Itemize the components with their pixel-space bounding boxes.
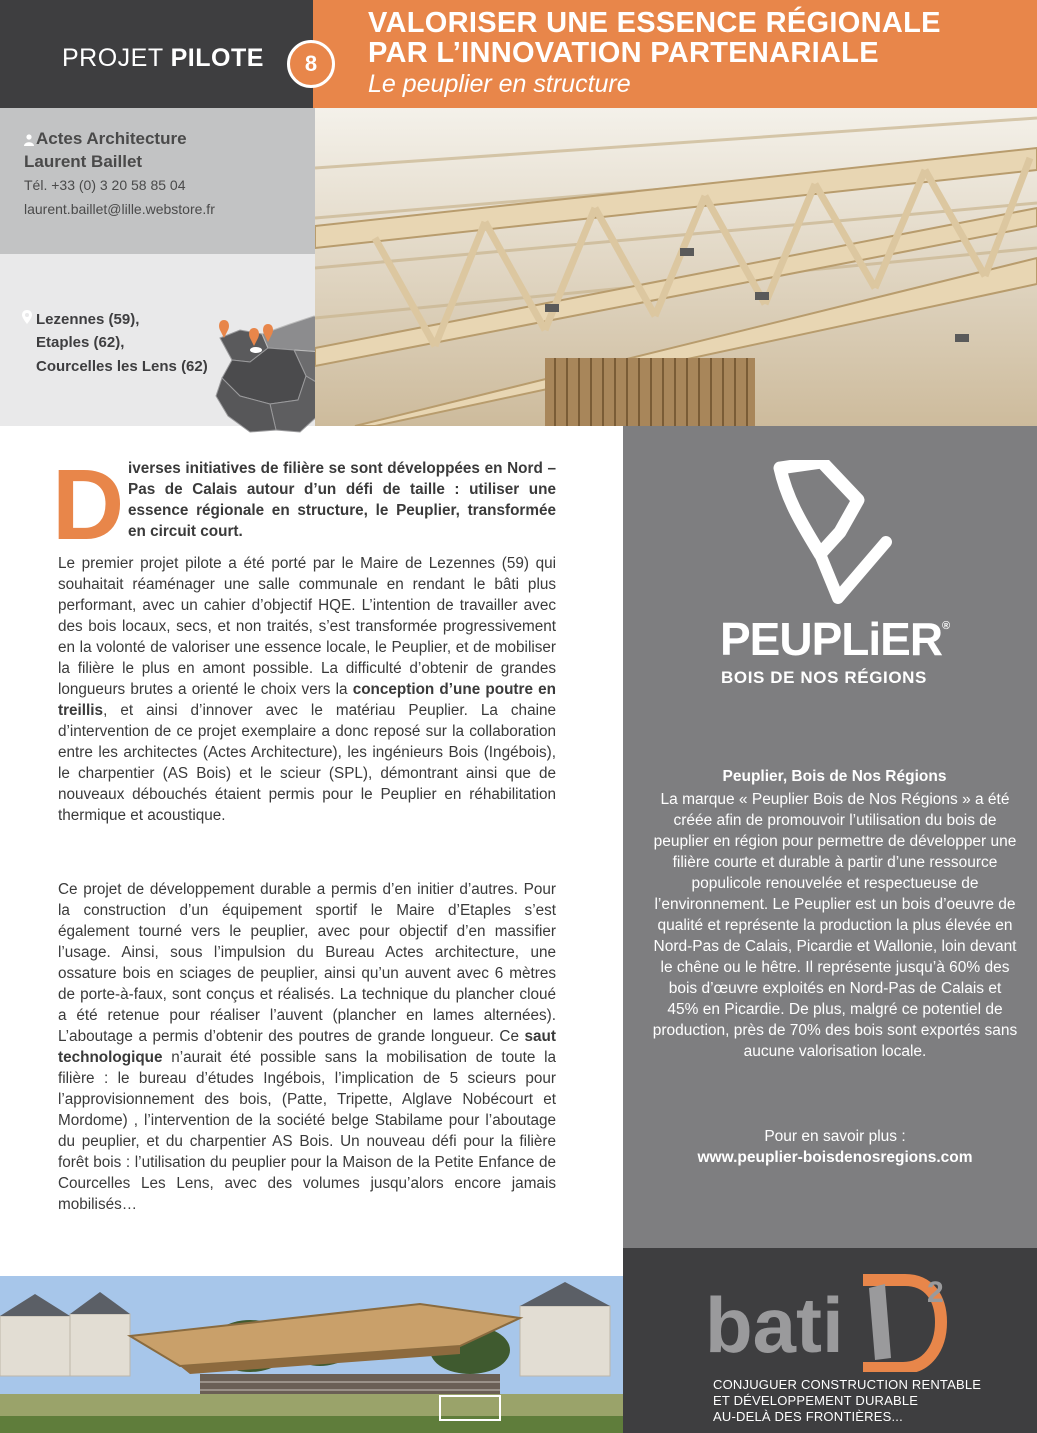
- sports-facility-photo: [0, 1276, 623, 1433]
- project-number-badge: 8: [287, 40, 335, 88]
- svg-text:2: 2: [927, 1276, 944, 1309]
- contact-company: Actes Architecture: [36, 129, 187, 148]
- drop-cap: D: [52, 449, 125, 561]
- article-lead: iverses initiatives de filière se sont développées en Nord –Pas de Calais autour d’un défi de taille : utiliser une essence régionale en structure, le Peuplier, transformée en circuit court.: [128, 460, 556, 540]
- location-pin-icon: [22, 310, 32, 324]
- sidebar-title: Peuplier, Bois de Nos Régions: [722, 768, 947, 785]
- bati-d2-logo: [705, 1272, 955, 1372]
- location-2: Etaples (62),: [36, 334, 125, 351]
- contact-name: Laurent Baillet: [24, 152, 143, 171]
- sidebar-website-link[interactable]: www.peuplier-boisdenosregions.com: [697, 1149, 973, 1166]
- location-1: Lezennes (59),: [36, 311, 140, 328]
- page-title: VALORISER UNE ESSENCE RÉGIONALE PAR L’INNOVATION PARTENARIALE: [368, 7, 941, 69]
- svg-text:bati: bati: [705, 1281, 844, 1369]
- contact-phone: Tél. +33 (0) 3 20 58 85 04: [24, 177, 186, 193]
- contact-panel: [0, 108, 315, 254]
- article-paragraph-2: Ce projet de développement durable a permis d’en initier d’autres. Pour la construction d’un équipement sportif le Maire d’Etaples s’est également tourné vers le peuplier, avec pour objectif d’en massifier l’usage. Ainsi, sous l’impulsion du Bureau Actes architecture, une ossature bois en sciages de peuplier, ainsi qu’un auvent avec 6 mètres de porte-à-faux, sont conçus et réalisés. La technique du plancher cloué a été retenue pour réaliser l’auvent (plancher en lames alternées). L’aboutage a permis d’obtenir des poutres de grande longueur. Ce saut technologique n’aurait été possible sans la mobilisation de toute la filière : le bureau d’études Ingébois, l’implication de 5 scieurs pour l’approvisionnement des bois, (Patte, Tripette, Alglave Nobécourt et Mordome) , l’intervention de la société belge Stabilame pour l’aboutage du peuplier, et du charpentier AS Bois. Un nouveau défi pour la filière forêt bois : l’utilisation du peuplier pour la Maison de la Petite Enfance de Courcelles Les Lens, avec des volumes jusqu’alors encore jamais mobilisés…: [58, 881, 556, 1213]
- peuplier-logo-tagline: BOIS DE NOS RÉGIONS: [721, 668, 927, 687]
- peuplier-logo-word: PEUPLiER®: [720, 613, 950, 665]
- sidebar-text: La marque « Peuplier Bois de Nos Régions » a été créée afin de promouvoir l’utilisation du bois de peuplier en région pour permettre de développer une filière courte et durable à partir d’une ressource populicole renouvelée et respectueuse de l’environnement. Le Peuplier est un bois d’oeuvre de qualité et représente la production la plus élevée en Nord-Pas de Calais, Picardie et Wallonie, loin devant le chêne ou le hêtre. Il représente jusqu’à 60% des bois d’œuvre exploités en Nord-Pas de Calais et 45% en Picardie. De plus, malgré ce potentiel de production, près de 70% des bois sont exportés sans aucune valorisation locale.: [652, 791, 1018, 1060]
- peuplier-leaf-logo: [760, 460, 892, 608]
- page-subtitle: Le peuplier en structure: [368, 70, 631, 98]
- person-icon: [24, 134, 34, 146]
- location-3: Courcelles les Lens (62): [36, 358, 208, 375]
- sidebar-more-label: Pour en savoir plus :: [764, 1128, 906, 1145]
- project-label: PROJET PILOTE: [62, 44, 264, 72]
- bati-tagline: CONJUGUER CONSTRUCTION RENTABLE ET DÉVELOPPEMENT DURABLE AU-DELÀ DES FRONTIÈRES...: [713, 1377, 982, 1424]
- contact-email[interactable]: laurent.baillet@lille.webstore.fr: [24, 201, 215, 217]
- article-paragraph-1: Le premier projet pilote a été porté par le Maire de Lezennes (59) qui souhaitait réaménager une salle communale en rendant le bâti plus performant, avec un cahier d’objectif HQE. L’intention de travailler avec des bois locaux, secs, et non traités, s’est transformée progressivement en la volonté de valoriser une essence locale, le Peuplier, et de mobiliser la filière le plus en amont possible. La difficulté d’obtenir de grandes longueurs brutes a orienté le choix vers la conception d’une poutre en treillis, et ainsi d’innover avec le matériau Peuplier. La chaine d’intervention de ce projet exemplaire a donc reposé sur la collaboration entre les architectes (Actes Architecture), les ingénieurs Bois (Ingébois), le charpentier (AS Bois) et le scieur (SPL), démontrant ainsi que de nouveaux débouchés étaient permis pour le Peuplier en réhabilitation thermique et acoustique.: [58, 555, 556, 824]
- timber-roof-photo: [315, 108, 1037, 426]
